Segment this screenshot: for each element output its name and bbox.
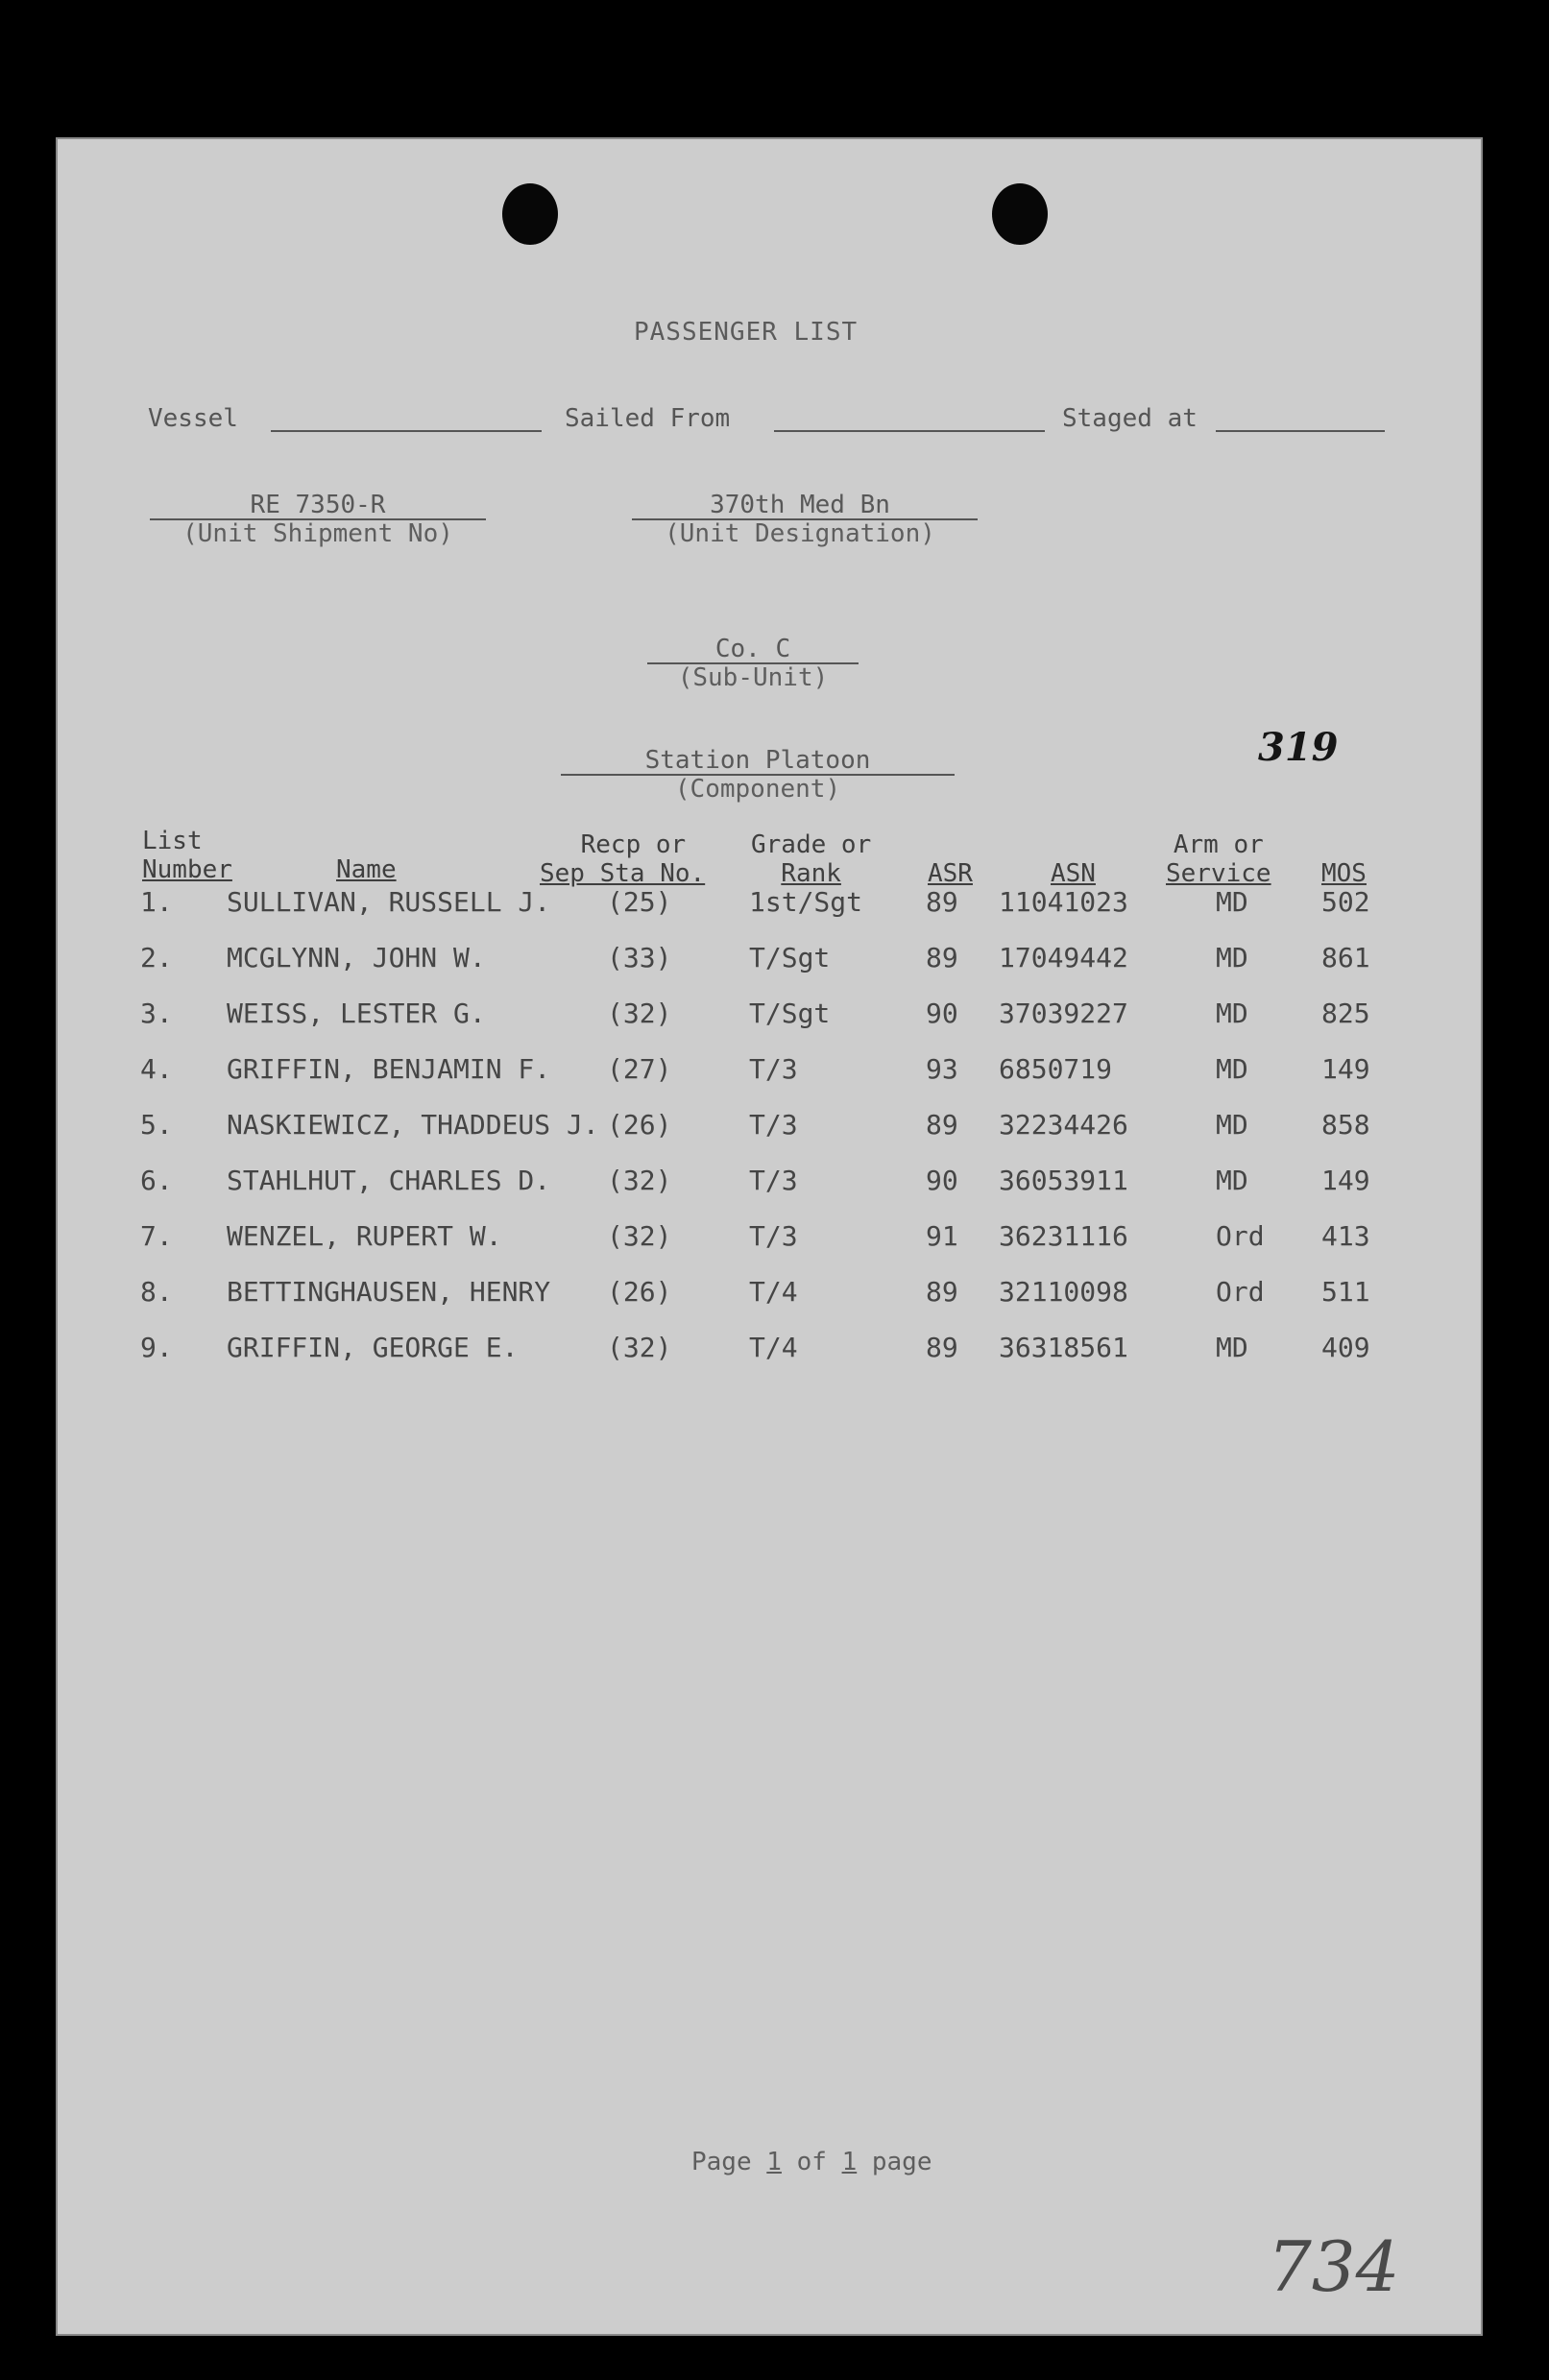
table-row <box>56 998 1483 1046</box>
header-arm-line2: Service <box>1166 859 1271 888</box>
header-recp-line1: Recp or <box>580 830 687 859</box>
cell-recp: (26) <box>607 1109 672 1141</box>
sailed-from-label: Sailed From <box>565 404 731 433</box>
staged-at-blank <box>1216 430 1385 432</box>
cell-asn: 32110098 <box>999 1276 1128 1308</box>
table-row <box>56 886 1483 934</box>
cell-grade: T/Sgt <box>749 998 831 1029</box>
binder-hole-right <box>992 183 1048 245</box>
cell-asr: 89 <box>926 1109 958 1141</box>
cell-asr: 90 <box>926 1165 958 1196</box>
table-row <box>56 1276 1483 1324</box>
cell-asn: 6850719 <box>999 1053 1113 1085</box>
table-row <box>56 1220 1483 1268</box>
staged-at-label: Staged at <box>1062 404 1198 433</box>
unit-shipment-no: RE 7350-R <box>250 491 386 519</box>
cell-mos: 858 <box>1321 1109 1370 1141</box>
cell-arm: MD <box>1216 1332 1248 1363</box>
cell-name: WEISS, LESTER G. <box>227 998 486 1029</box>
header-recp <box>540 830 705 888</box>
cell-asn: 17049442 <box>999 942 1128 974</box>
cell-arm: MD <box>1216 1053 1248 1085</box>
cell-recp: (32) <box>607 998 672 1029</box>
sub-unit: Co. C <box>714 635 791 663</box>
header-name: Name <box>336 855 397 884</box>
header-arm-line1: Arm or <box>1173 830 1264 859</box>
cell-name: GRIFFIN, BENJAMIN F. <box>227 1053 551 1085</box>
header-asn: ASN <box>1051 859 1096 888</box>
cell-asn: 36318561 <box>999 1332 1128 1363</box>
page-suffix: page <box>871 2148 932 2176</box>
cell-grade: T/3 <box>749 1220 798 1252</box>
cell-list-number: 2. <box>140 942 173 974</box>
cell-arm: MD <box>1216 998 1248 1029</box>
header-list-line2: Number <box>142 855 232 884</box>
cell-asn: 37039227 <box>999 998 1128 1029</box>
cell-grade: T/3 <box>749 1053 798 1085</box>
cell-mos: 409 <box>1321 1332 1370 1363</box>
unit-designation-caption: (Unit Designation) <box>665 519 935 548</box>
unit-shipment-caption: (Unit Shipment No) <box>182 519 453 548</box>
cell-recp: (26) <box>607 1276 672 1308</box>
cell-grade: T/3 <box>749 1165 798 1196</box>
cell-grade: T/4 <box>749 1276 798 1308</box>
stamp-number: 319 <box>1258 725 1339 770</box>
table-row <box>56 942 1483 990</box>
cell-list-number: 5. <box>140 1109 173 1141</box>
header-grade-line1: Grade or <box>751 830 872 859</box>
sub-unit-caption: (Sub-Unit) <box>677 663 829 692</box>
vessel-blank <box>271 430 542 432</box>
cell-name: MCGLYNN, JOHN W. <box>227 942 486 974</box>
cell-arm: Ord <box>1216 1276 1265 1308</box>
cell-list-number: 4. <box>140 1053 173 1085</box>
cell-list-number: 8. <box>140 1276 173 1308</box>
cell-recp: (25) <box>607 886 672 918</box>
cell-asn: 32234426 <box>999 1109 1128 1141</box>
cell-list-number: 7. <box>140 1220 173 1252</box>
cell-asr: 90 <box>926 998 958 1029</box>
cell-asr: 93 <box>926 1053 958 1085</box>
cell-recp: (27) <box>607 1053 672 1085</box>
cell-name: SULLIVAN, RUSSELL J. <box>227 886 551 918</box>
cell-asr: 89 <box>926 1276 958 1308</box>
cell-recp: (32) <box>607 1220 672 1252</box>
of-word: of <box>796 2148 827 2176</box>
cell-asr: 89 <box>926 942 958 974</box>
cell-arm: Ord <box>1216 1220 1265 1252</box>
sailed-from-blank <box>774 430 1045 432</box>
document-title: PASSENGER LIST <box>634 318 859 347</box>
cell-arm: MD <box>1216 942 1248 974</box>
table-row <box>56 1053 1483 1101</box>
component: Station Platoon <box>644 746 871 775</box>
header-list-line1: List <box>142 827 203 855</box>
cell-list-number: 9. <box>140 1332 173 1363</box>
cell-mos: 861 <box>1321 942 1370 974</box>
cell-asn: 36053911 <box>999 1165 1128 1196</box>
cell-arm: MD <box>1216 1109 1248 1141</box>
cell-list-number: 3. <box>140 998 173 1029</box>
vessel-label: Vessel <box>148 404 238 433</box>
cell-grade: 1st/Sgt <box>749 886 863 918</box>
cell-asn: 36231116 <box>999 1220 1128 1252</box>
unit-designation: 370th Med Bn <box>710 491 890 519</box>
cell-mos: 413 <box>1321 1220 1370 1252</box>
cell-name: GRIFFIN, GEORGE E. <box>227 1332 519 1363</box>
table-row <box>56 1165 1483 1213</box>
passenger-list-document <box>56 137 1483 2336</box>
header-recp-line2: Sep Sta No. <box>540 859 706 888</box>
header-grade <box>751 830 871 888</box>
header-asr: ASR <box>928 859 973 888</box>
header-arm <box>1166 830 1271 888</box>
cell-grade: T/Sgt <box>749 942 831 974</box>
page-number: 1 <box>766 2148 782 2176</box>
cell-list-number: 6. <box>140 1165 173 1196</box>
passenger-table-body <box>56 886 1483 1558</box>
component-caption: (Component) <box>674 775 841 804</box>
cell-name: WENZEL, RUPERT W. <box>227 1220 502 1252</box>
cell-mos: 511 <box>1321 1276 1370 1308</box>
cell-name: BETTINGHAUSEN, HENRY <box>227 1276 551 1308</box>
cell-asr: 89 <box>926 1332 958 1363</box>
table-row <box>56 1109 1483 1157</box>
header-grade-line2: Rank <box>781 859 841 888</box>
cell-list-number: 1. <box>140 886 173 918</box>
page-indicator <box>691 2148 932 2176</box>
cell-grade: T/4 <box>749 1332 798 1363</box>
cell-name: NASKIEWICZ, THADDEUS J. <box>227 1109 599 1141</box>
cell-mos: 149 <box>1321 1165 1370 1196</box>
cell-asn: 11041023 <box>999 886 1128 918</box>
table-row <box>56 1332 1483 1380</box>
binder-hole-left <box>502 183 558 245</box>
page-total: 1 <box>841 2148 858 2176</box>
cell-arm: MD <box>1216 1165 1248 1196</box>
header-list-number <box>142 827 232 884</box>
cell-recp: (32) <box>607 1165 672 1196</box>
cell-mos: 149 <box>1321 1053 1370 1085</box>
cell-mos: 502 <box>1321 886 1370 918</box>
cell-name: STAHLHUT, CHARLES D. <box>227 1165 551 1196</box>
handwritten-number: 734 <box>1268 2226 1400 2307</box>
header-mos: MOS <box>1321 859 1367 888</box>
page-word: Page <box>691 2148 752 2176</box>
cell-asr: 91 <box>926 1220 958 1252</box>
cell-asr: 89 <box>926 886 958 918</box>
cell-grade: T/3 <box>749 1109 798 1141</box>
cell-mos: 825 <box>1321 998 1370 1029</box>
cell-arm: MD <box>1216 886 1248 918</box>
cell-recp: (33) <box>607 942 672 974</box>
cell-recp: (32) <box>607 1332 672 1363</box>
